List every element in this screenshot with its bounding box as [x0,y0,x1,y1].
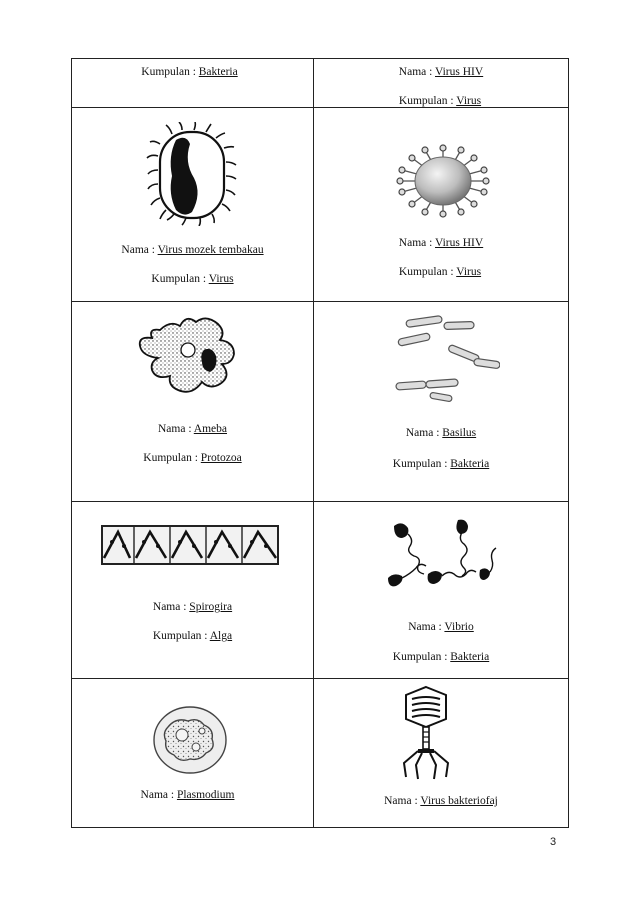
kumpulan-value: Bakteria [450,458,490,470]
bacteriophage-image [396,685,456,781]
nama-label: Nama : [398,237,433,249]
organism-table [71,58,569,828]
nama-value: Vibrio [444,621,474,633]
kumpulan-line [66,65,313,79]
plasmodium-image [152,705,228,775]
kumpulan-label: Kumpulan : [392,458,448,470]
kumpulan-line [314,650,568,664]
kumpulan-line [312,265,568,279]
nama-value: Virus mozek tembakau [157,244,264,256]
kumpulan-line [72,272,313,286]
kumpulan-line [314,457,568,471]
nama-label: Nama : [408,621,442,633]
nama-line [62,788,313,802]
kumpulan-value: Virus [456,95,482,107]
nama-label: Nama : [405,427,440,439]
nama-label: Nama : [158,423,192,435]
nama-line [314,794,568,808]
nama-line [314,236,568,250]
table-row [72,59,569,108]
kumpulan-label: Kumpulan : [151,273,207,285]
kumpulan-line [312,94,568,108]
kumpulan-label: Kumpulan : [152,630,208,642]
kumpulan-line [72,629,313,643]
kumpulan-label: Kumpulan : [143,452,198,464]
nama-label: Nama : [152,601,187,613]
kumpulan-value: Alga [209,630,233,642]
nama-value: Basilus [442,427,477,439]
table-cell [72,679,314,828]
nama-value: Plasmodium [176,789,235,801]
tobacco-mosaic-virus-image [146,122,238,226]
kumpulan-value: Protozoa [200,452,242,464]
kumpulan-value: Bakteria [198,66,238,78]
table-cell [314,302,569,502]
table-row [72,679,569,828]
nama-line [72,422,313,436]
page-number: 3 [550,836,557,848]
kumpulan-line [72,451,313,465]
nama-line [314,426,568,440]
nama-label: Nama : [398,66,433,78]
ameba-image [128,316,252,400]
kumpulan-value: Virus [208,273,234,285]
nama-value: Spirogira [189,601,233,613]
kumpulan-label: Kumpulan : [141,66,196,78]
nama-line [314,620,568,634]
nama-label: Nama : [140,789,175,801]
hiv-virus-image [392,144,494,218]
table-row [72,108,569,302]
table-cell [314,502,569,679]
nama-line [314,65,568,79]
nama-value: Virus bakteriofaj [420,795,498,807]
kumpulan-label: Kumpulan : [398,266,454,278]
table-cell [72,502,314,679]
table-cell [72,108,314,302]
spirogyra-image [100,520,280,570]
table-cell [72,59,314,108]
table-row [72,302,569,502]
nama-label: Nama : [384,795,418,807]
nama-line [72,243,313,257]
table-cell [314,59,569,108]
nama-value: Ameba [193,423,227,435]
table-row [72,502,569,679]
nama-line [72,600,313,614]
kumpulan-label: Kumpulan : [392,651,448,663]
nama-label: Nama : [121,244,155,256]
table-cell [72,302,314,502]
kumpulan-value: Bakteria [450,651,490,663]
nama-value: Virus HIV [435,237,484,249]
vibrio-image [386,516,510,592]
bacillus-image [390,310,500,410]
kumpulan-value: Virus [456,266,482,278]
table-cell [314,679,569,828]
table-cell [314,108,569,302]
kumpulan-label: Kumpulan : [398,95,454,107]
nama-value: Virus HIV [435,66,484,78]
